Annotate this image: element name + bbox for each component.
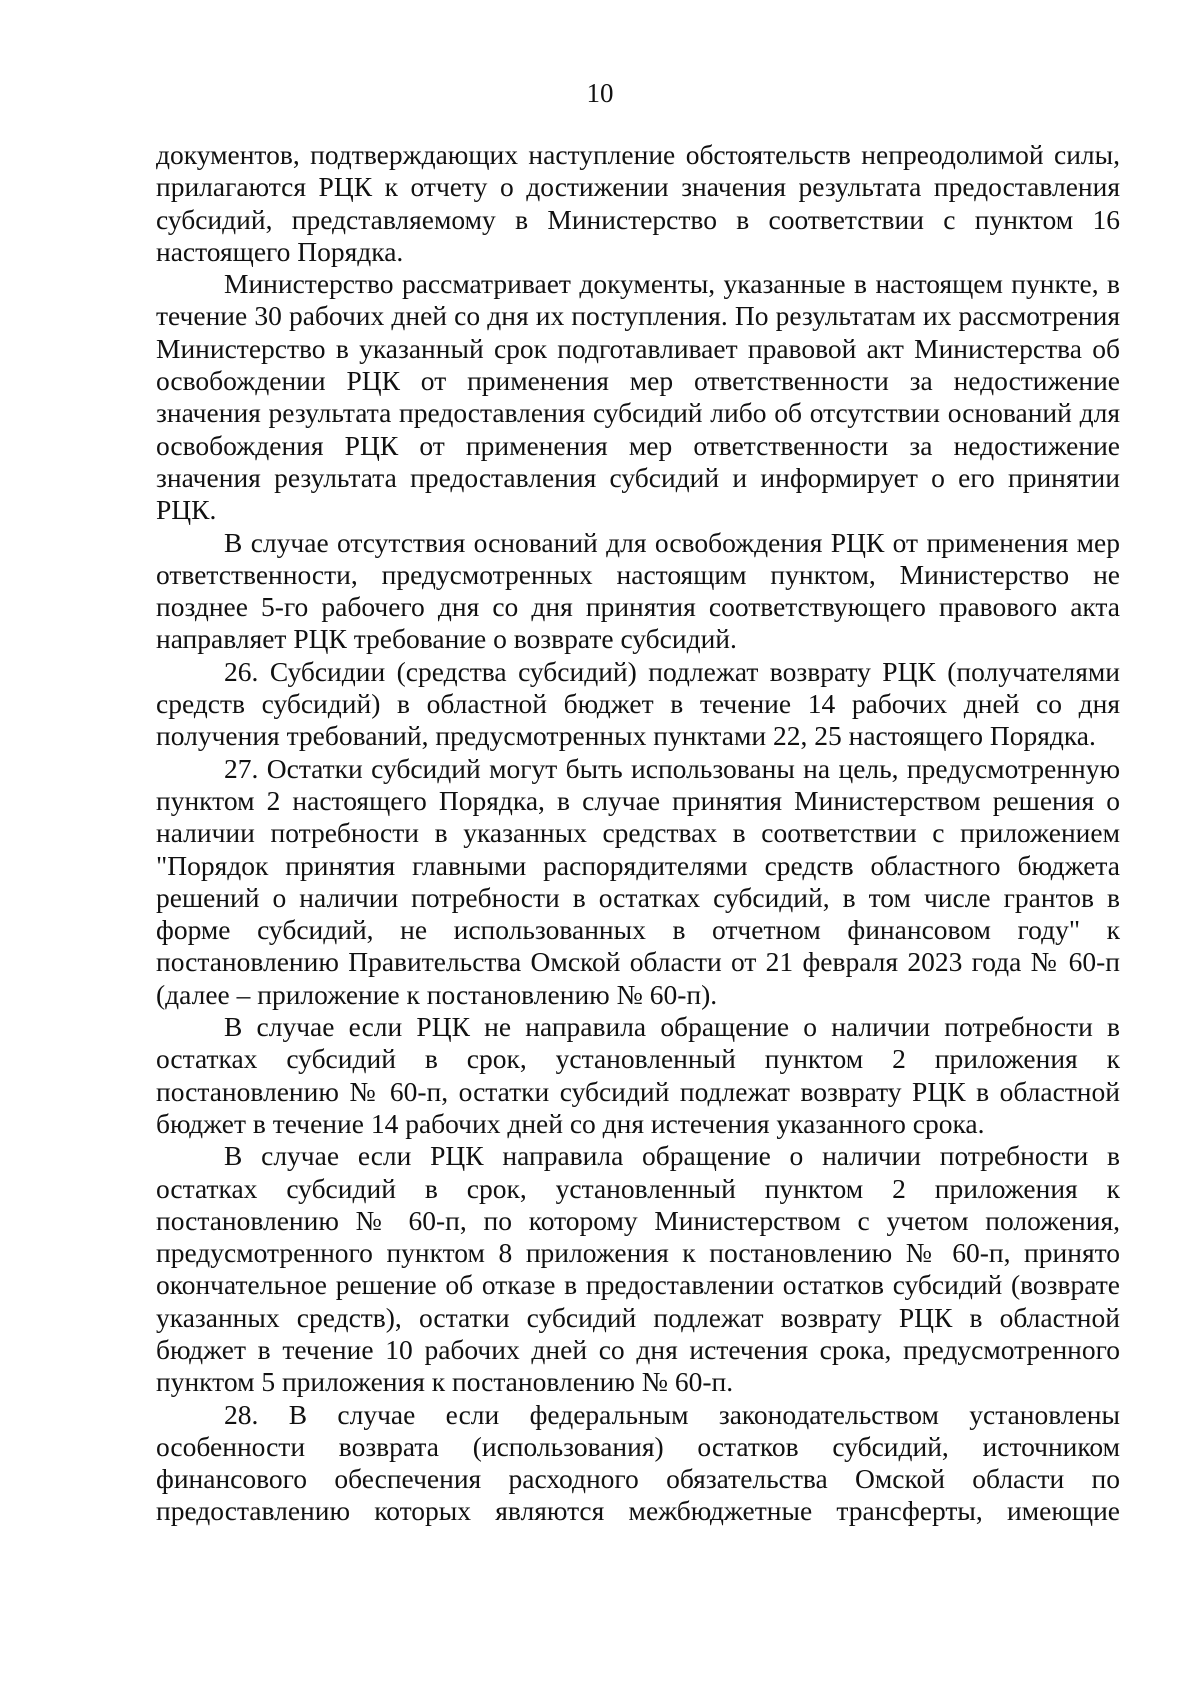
paragraph-item-28: 28. В случае если федеральным законодательством установлены особенности возврата (использования) остатков субсидий, источником финансового обеспечения расходного обязательства Омской области по предоставлению которых являются межбюджетные трансферты, имеющие: [156, 1398, 1120, 1527]
page-number: 10: [586, 78, 614, 108]
paragraph-no-request: В случае если РЦК не направила обращение о наличии потребности в остатках субсидий в срок, установленный пунктом 2 приложения к постановлению № 60-п, остатки субсидий подлежат возврату РЦК в областной бюджет в течение 14 рабочих дней со дня истечения указанного срока.: [156, 1011, 1120, 1139]
document-body: [156, 139, 1120, 1528]
paragraph-item-27: 27. Остатки субсидий могут быть использованы на цель, предусмотренную пунктом 2 настоящего Порядка, в случае принятия Министерством решения о наличии потребности в указанных средствах в соответствии с приложением "Порядок принятия главными распорядителями средств областного бюджета решений о наличии потребности в остатках субсидий, в том числе грантов в форме субсидий, не использованных в отчетном финансовом году" к постановлению Правительства Омской области от 21 февраля 2023 года № 60-п (далее – приложение к постановлению № 60-п).: [156, 752, 1120, 1010]
paragraph-request-refused: В случае если РЦК направила обращение о наличии потребности в остатках субсидий в срок, установленный пунктом 2 приложения к постановлению № 60-п, по которому Министерством с учетом положения, предусмотренного пунктом 8 приложения к постановлению № 60-п, принято окончательное решение об отказе в предоставлении остатков субсидий (возврате указанных средств), остатки субсидий подлежат возврату РЦК в областной бюджет в течение 10 рабочих дней со дня истечения срока, предусмотренного пунктом 5 приложения к постановлению № 60-п.: [156, 1140, 1120, 1398]
paragraph-continuation: документов, подтверждающих наступление обстоятельств непреодолимой силы, прилагаются РЦК к отчету о достижении значения результата предоставления субсидий, представляемому в Министерство в соответствии с пунктом 16 настоящего Порядка.: [156, 139, 1120, 267]
paragraph-ministry-review: Министерство рассматривает документы, указанные в настоящем пункте, в течение 30 рабочих дней со дня их поступления. По результатам их рассмотрения Министерство в указанный срок подготавливает правовой акт Министерства об освобождении РЦК от применения мер ответственности за недостижение значения результата предоставления субсидий либо об отсутствии оснований для освобождения РЦК от применения мер ответственности за недостижение значения результата предоставления субсидий и информирует о его принятии РЦК.: [156, 268, 1120, 526]
paragraph-refund-requirement: В случае отсутствия оснований для освобождения РЦК от применения мер ответственности, предусмотренных настоящим пунктом, Министерство не позднее 5-го рабочего дня со дня принятия соответствующего правового акта направляет РЦК требование о возврате субсидий.: [156, 526, 1120, 655]
paragraph-item-26: 26. Субсидии (средства субсидий) подлежат возврату РЦК (получателями средств субсидий) в областной бюджет в течение 14 рабочих дней со дня получения требований, предусмотренных пунктами 22, 25 настоящего Порядка.: [156, 655, 1120, 752]
